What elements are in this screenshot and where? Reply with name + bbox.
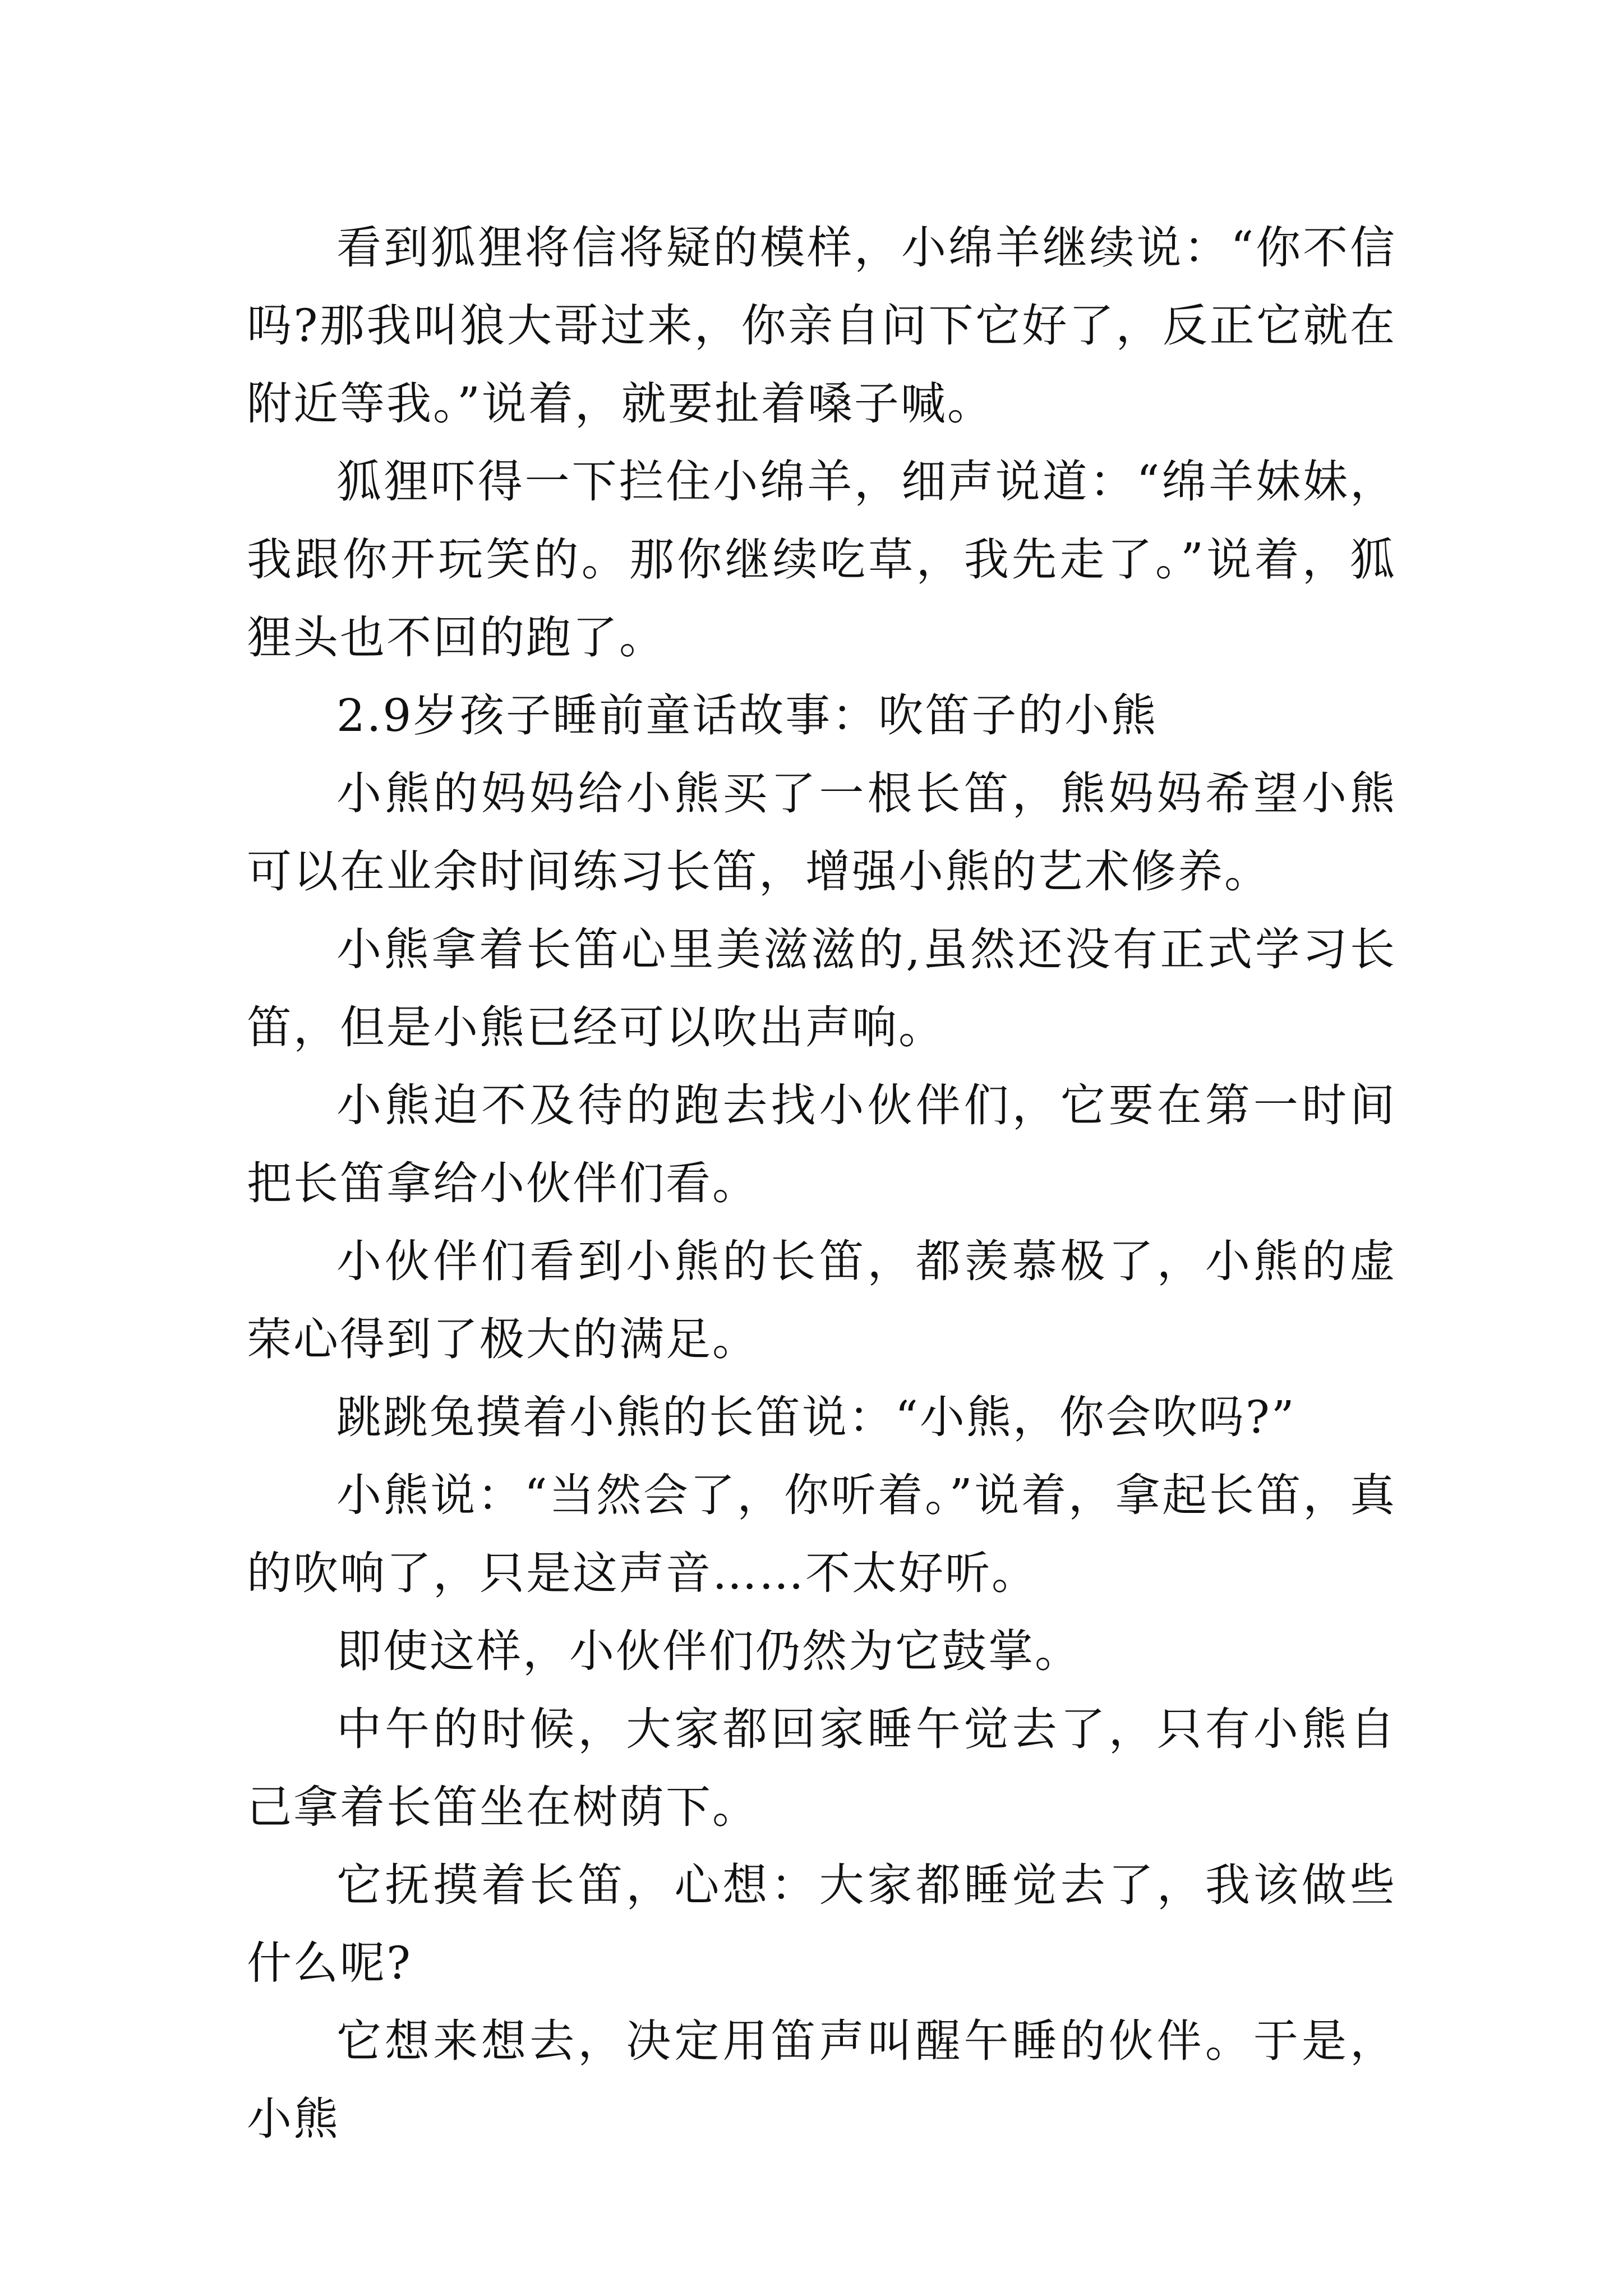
paragraph: 小熊说：“当然会了，你听着。”说着，拿起长笛，真的吹响了，只是这声音……不太好听。	[247, 1469, 1396, 1599]
paragraph: 看到狐狸将信将疑的模样，小绵羊继续说：“你不信吗?那我叫狼大哥过来，你亲自问下它好了，反正它就在附近等我。”说着，就要扯着嗓子喊。	[247, 222, 1396, 430]
paragraph: 小熊拿着长笛心里美滋滋的,虽然还没有正式学习长笛，但是小熊已经可以吹出声响。	[247, 923, 1396, 1053]
paragraph: 它想来想去，决定用笛声叫醒午睡的伙伴。于是，小熊	[247, 2015, 1396, 2145]
paragraph: 小熊的妈妈给小熊买了一根长笛，熊妈妈希望小熊可以在业余时间练习长笛，增强小熊的艺术修养。	[247, 767, 1396, 898]
paragraph: 小熊迫不及待的跑去找小伙伴们，它要在第一时间把长笛拿给小伙伴们看。	[247, 1079, 1396, 1209]
paragraph: 跳跳兔摸着小熊的长笛说：“小熊，你会吹吗?”	[336, 1391, 1296, 1443]
paragraph: 即使这样，小伙伴们仍然为它鼓掌。	[336, 1625, 1081, 1677]
paragraph: 小伙伴们看到小熊的长笛，都羡慕极了，小熊的虚荣心得到了极大的满足。	[247, 1235, 1396, 1365]
paragraph: 中午的时候，大家都回家睡午觉去了，只有小熊自己拿着长笛坐在树荫下。	[247, 1703, 1396, 1833]
paragraph: 狐狸吓得一下拦住小绵羊，细声说道：“绵羊妹妹，我跟你开玩笑的。那你继续吃草，我先走了。”说着，狐狸头也不回的跑了。	[247, 455, 1396, 664]
body-text	[247, 209, 1396, 2158]
section-heading: 2.9岁孩子睡前童话故事：吹笛子的小熊	[336, 689, 1158, 742]
paragraph: 它抚摸着长笛，心想：大家都睡觉去了，我该做些什么呢?	[247, 1859, 1396, 1989]
